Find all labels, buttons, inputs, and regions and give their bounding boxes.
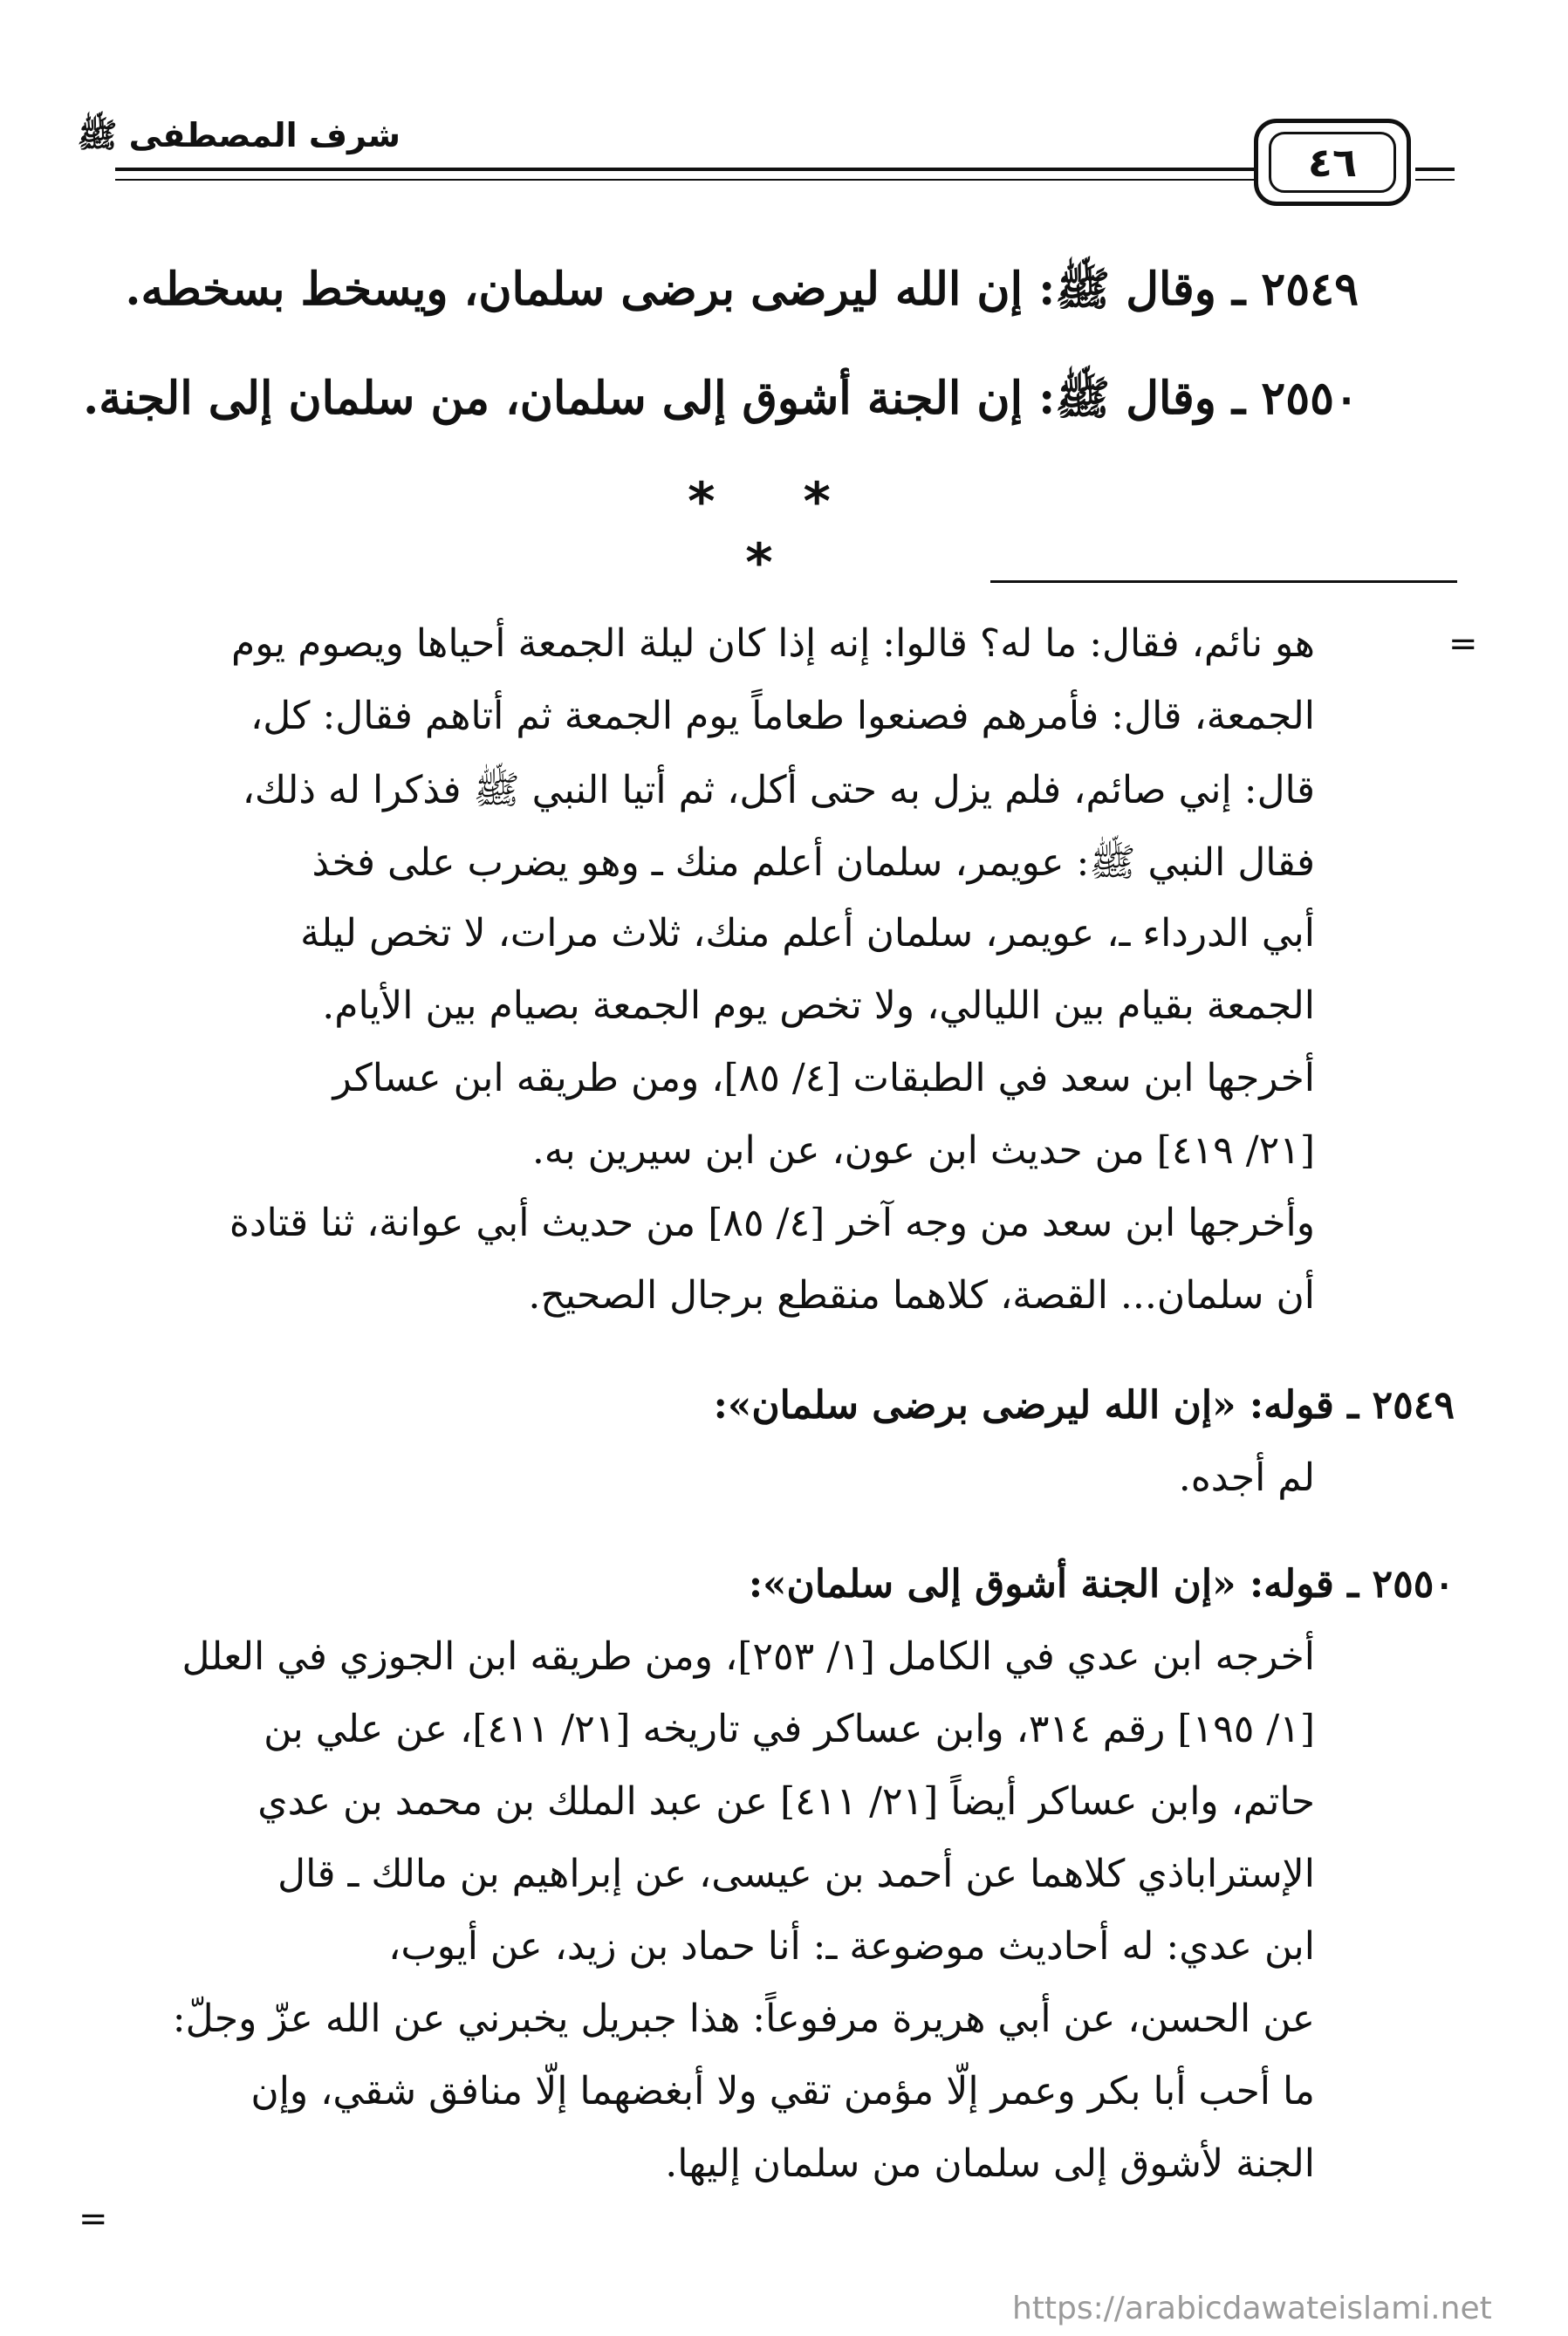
continuation-marker: = (79, 2199, 108, 2239)
footnote-line: وأخرجها ابن سعد من وجه آخر [٤/ ٨٥] من حديث أبي عوانة، ثنا قتادة (229, 1201, 1315, 1245)
note-text-2549: لم أجده. (1178, 1456, 1315, 1500)
footnote-line: ما أحب أبا بكر وعمر إلّا مؤمن تقي ولا أبغضهما إلّا منافق شقي، وإن (250, 2069, 1315, 2113)
footnote-line: أبي الدرداء ـ، عويمر، سلمان أعلم منك، ثلاث مرات، لا تخص ليلة (300, 911, 1315, 956)
note-heading-2549: ٢٥٤٩ ـ قوله: «إن الله ليرضى برضى سلمان»: (713, 1383, 1455, 1428)
footnote-line: أخرجه ابن عدي في الكامل [١/ ٢٥٣]، ومن طريقه ابن الجوزي في العلل (181, 1634, 1315, 1679)
note-heading-2550: ٢٥٥٠ ـ قوله: «إن الجنة أشوق إلى سلمان»: (748, 1562, 1455, 1606)
header-rule (115, 168, 1254, 171)
footnote-line: ابن عدي: له أحاديث موضوعة ـ: أنا حماد بن زيد، عن أيوب، (388, 1924, 1315, 1969)
footnote-line: [١/ ١٩٥] رقم ٣١٤، وابن عساكر في تاريخه [٢١/ ٤١١]، عن علي بن (264, 1707, 1315, 1751)
running-title: شرف المصطفى ﷺ (77, 116, 401, 154)
footnote-line: [٢١/ ٤١٩] من حديث ابن عون، عن ابن سيرين به. (531, 1128, 1315, 1173)
header-rule (115, 179, 1254, 181)
footnote-line: أن سلمان... القصة، كلاهما منقطع برجال الصحيح. (528, 1273, 1315, 1318)
page-number: ٤٦ (1269, 132, 1396, 193)
hadith-2549: ٢٥٤٩ ـ وقال ﷺ: إن الله ليرضى برضى سلمان، ويسخط بسخطه. (125, 263, 1359, 316)
hadith-2550: ٢٥٥٠ ـ وقال ﷺ: إن الجنة أشوق إلى سلمان، من سلمان إلى الجنة. (83, 372, 1359, 425)
header-rule (1415, 179, 1455, 181)
footnote-line: قال: إني صائم، فلم يزل به حتى أكل، ثم أتيا النبي ﷺ فذكرا له ذلك، (242, 768, 1315, 812)
section-separator: * * * (688, 471, 866, 593)
footnote-line: أخرجها ابن سعد في الطبقات [٤/ ٨٥]، ومن طريقه ابن عساكر (332, 1056, 1315, 1100)
continuation-marker: = (1448, 624, 1478, 664)
watermark-url: https://arabicdawateislami.net (1012, 2291, 1492, 2326)
footnote-line: فقال النبي ﷺ: عويمر، سلمان أعلم منك ـ وهو يضرب على فخذ (312, 840, 1315, 885)
footnote-line: الجمعة بقيام بين الليالي، ولا تخص يوم الجمعة بصيام بين الأيام. (322, 983, 1315, 1028)
header-rule (1415, 168, 1455, 171)
footnote-line: هو نائم، فقال: ما له؟ قالوا: إنه إذا كان ليلة الجمعة أحياها ويصوم يوم (230, 621, 1315, 666)
footnote-line: الجمعة، قال: فأمرهم فصنعوا طعاماً يوم الجمعة ثم أتاهم فقال: كل، (250, 694, 1315, 738)
footnote-line: الجنة لأشوق إلى سلمان من سلمان إليها. (665, 2141, 1315, 2186)
page-number-frame (1254, 119, 1411, 206)
footnote-line: الإستراباذي كلاهما عن أحمد بن عيسى، عن إبراهيم بن مالك ـ قال (277, 1852, 1315, 1896)
footnote-line: حاتم، وابن عساكر أيضاً [٢١/ ٤١١] عن عبد الملك بن محمد بن عدي (257, 1779, 1315, 1824)
footnote-rule (990, 580, 1457, 583)
footnote-line: عن الحسن، عن أبي هريرة مرفوعاً: هذا جبريل يخبرني عن الله عزّ وجلّ: (172, 1997, 1315, 2041)
